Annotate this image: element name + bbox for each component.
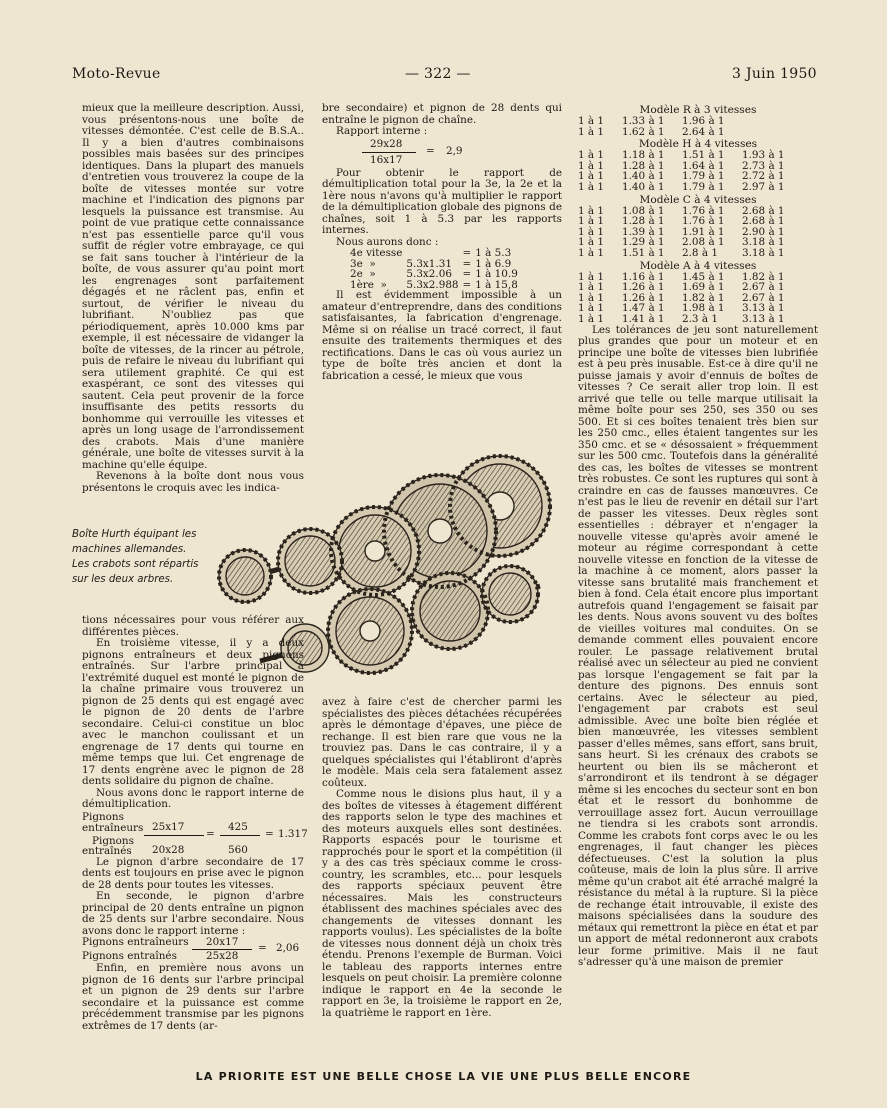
ratio-cell: 1.40 à 1: [622, 180, 665, 193]
table-row: [578, 314, 802, 325]
ratio-cell: 1 à 1: [578, 204, 605, 217]
fraction-denominator: 560: [228, 843, 248, 856]
gear-label: 4e vitesse: [350, 247, 403, 259]
ratio-cell: 2.67 à 1: [742, 291, 785, 304]
burman-ratio-tables: [578, 104, 818, 325]
table-row: 3e » 5.3x1.31 = 1 à 6.9: [350, 259, 522, 270]
ratio-cell: 1.39 à 1: [622, 225, 665, 238]
fraction-denominator: 20x28: [152, 843, 185, 856]
ratio-cell: 1 à 1: [578, 281, 605, 294]
ratio-cell: 1 à 1: [578, 180, 605, 193]
ratio-cell: 1 à 1: [578, 125, 605, 138]
paragraph: Rapport interne :: [336, 125, 428, 137]
result-value: 1.317: [278, 827, 308, 840]
ratio-cell: 2.68 à 1: [742, 215, 785, 228]
paragraph: Revenons à la boîte dont nous vous présentons le croquis avec les indica-: [82, 470, 304, 494]
gear-label-text: 1ère: [350, 278, 374, 291]
ratio-cell: 2.90 à 1: [742, 225, 785, 238]
ratio-cell: 3.18 à 1: [742, 236, 785, 249]
ratio-cell: 1 à 1: [578, 312, 605, 325]
ratio-cell: [742, 127, 802, 138]
ratio-value: 1 à 10.9: [475, 268, 518, 281]
model-title: Modèle R à 3 vitesses: [639, 104, 757, 116]
gear-label: 1ère »: [350, 278, 387, 291]
ratio-cell: 2.3 à 1: [682, 312, 718, 325]
magazine-title: Moto-Revue: [72, 66, 161, 82]
table-row: 1ère » 5.3x2.988 = 1 à 15,8: [350, 280, 522, 291]
ratio-cell: 1.69 à 1: [682, 281, 725, 294]
ratio-value: 1 à 6.9: [475, 257, 512, 270]
ratio-cell: 1.40 à 1: [622, 170, 665, 183]
ratio-cell: 1.82 à 1: [682, 291, 725, 304]
fraction-numerator: 425: [228, 820, 248, 833]
paragraph: avez à faire c'est de chercher parmi les spécialistes des pièces détachées récupérées après le démontage d'épaves, une pièce de rechange. Il est bien rare que vous ne la trouviez pas. Dans le cas contraire, il y a quelques spécialistes qui l'établiront d'après le modèle. Mais cela sera fatalement assez coûteux.: [322, 696, 562, 789]
paragraph: Pour obtenir le rapport de démultiplication total pour la 3e, la 2e et la 1ère nous n'avons qu'à multiplier le rapport de la démultiplication globale des pignons de chaînes, soit 1 à 5.3 par les rapports internes.: [322, 166, 562, 236]
ratio-cell: 2.73 à 1: [742, 159, 785, 172]
ratio-cell: 2.64 à 1: [682, 125, 725, 138]
table-row: 2e » 5.3x2.06 = 1 à 10.9: [350, 269, 522, 280]
fraction-denominator: 25x28: [206, 950, 239, 962]
ratio-cell: 3.13 à 1: [742, 302, 785, 315]
table-row: [578, 182, 802, 193]
ratio-cell: 1.33 à 1: [622, 115, 665, 127]
model-title: Modèle H à 4 vitesses: [638, 138, 758, 151]
ratio-cell: 1.18 à 1: [622, 149, 665, 162]
model-ratio-table: [578, 206, 802, 259]
table-row: 4e vitesse = 1 à 5.3: [350, 248, 522, 259]
ratio-cell: 1 à 1: [578, 302, 605, 315]
ratio-cell: 1 à 1: [578, 225, 605, 238]
ratio-cell: 1 à 1: [578, 170, 605, 183]
ratio-cell: 1.26 à 1: [622, 281, 665, 294]
paragraph: Il est évidemment impossible à un amateur d'entreprendre, dans des conditions satisfaisantes, la fabrication d'engrenage. Même si on réalise un tracé correct, il faut ensuite des traitements thermiques et des rectifications. Dans le cas où vous auriez un type de boîte très ancien et dont la fabrication a cessé, le mieux que vous: [322, 289, 562, 382]
ratio-value: 1 à 15,8: [475, 278, 518, 291]
ratio-cell: 1 à 1: [578, 115, 605, 127]
fraction-bar: [362, 152, 416, 153]
calc: [406, 248, 462, 259]
paragraph: tions nécessaires pour vous référer aux différentes pièces.: [82, 614, 304, 638]
figure-caption: Boîte Hurth équipant les machines allemandes. Les crabots sont répartis sur les deux arbres.: [72, 529, 199, 585]
total-ratio-table: [350, 248, 522, 290]
fraction-bar: [144, 835, 204, 836]
ratio-cell: 1.51 à 1: [622, 246, 665, 259]
label-entraines: entraînés: [82, 844, 132, 857]
gear-label: 3e »: [350, 257, 376, 270]
table-row: [578, 127, 802, 138]
equals-sign: =: [265, 827, 274, 840]
ratio-cell: 1.64 à 1: [682, 159, 725, 172]
ratio-cell: 1.47 à 1: [622, 302, 665, 315]
ratio-equation-third: [82, 810, 308, 857]
ratio-cell: 1.76 à 1: [682, 215, 725, 228]
fraction-bar: [220, 835, 260, 836]
ratio-cell: 1 à 1: [578, 270, 605, 283]
ratio-cell: 1 à 1: [578, 159, 605, 172]
label-pignons: Pignons: [92, 834, 134, 847]
label-pignons: Pignons: [82, 810, 124, 823]
paragraph: Le pignon d'arbre secondaire de 17 dents est toujours en prise avec le pignon de 28 dents pour toutes les vitesses.: [82, 855, 304, 891]
ratio-cell: 2.68 à 1: [742, 204, 785, 217]
equals-sign: =: [258, 942, 267, 954]
ratio-cell: 2.67 à 1: [742, 281, 785, 294]
ratio-cell: 1.16 à 1: [622, 270, 665, 283]
result-value: 2,9: [446, 144, 463, 157]
ratio-cell: 1.29 à 1: [622, 236, 665, 249]
model-title: Modèle C à 4 vitesses: [639, 193, 757, 206]
ratio-cell: 1.28 à 1: [622, 159, 665, 172]
issue-date: 3 Juin 1950: [732, 66, 817, 82]
ratio-cell: 1.45 à 1: [682, 270, 725, 283]
model-ratio-table: [578, 116, 802, 137]
table-row: [578, 116, 802, 127]
ratio-cell: 1.62 à 1: [622, 125, 665, 138]
ratio-cell: 2.97 à 1: [742, 180, 785, 193]
ratio-cell: [742, 116, 802, 127]
ratio-cell: 1 à 1: [578, 236, 605, 249]
fraction-numerator: 29x28: [370, 137, 403, 150]
ratio-cell: 1 à 1: [578, 149, 605, 162]
ratio-cell: 1.51 à 1: [682, 149, 725, 162]
ratio-cell: 2.08 à 1: [682, 236, 725, 249]
gear-label: 2e »: [350, 268, 376, 281]
ratio-cell: 1.08 à 1: [622, 204, 665, 217]
ratio-cell: 1.96 à 1: [682, 115, 725, 127]
paragraph: bre secondaire) et pignon de 28 dents qui entraîne le pignon de chaîne.: [322, 102, 562, 126]
calc: 5.3x2.988: [406, 278, 459, 291]
model-ratio-table: [578, 150, 802, 192]
paragraph: En seconde, le pignon d'arbre principal de 20 dents entraîne un pignon de 25 dents sur l'arbre secondaire. Nous avons donc le rapport interne :: [82, 890, 304, 937]
ratio-cell: 2.72 à 1: [742, 170, 785, 183]
gear-label-text: 2e: [350, 268, 363, 281]
ratio-cell: 1.26 à 1: [622, 291, 665, 304]
ratio-cell: 1 à 1: [578, 215, 605, 228]
model-title: Modèle A à 4 vitesses: [639, 259, 757, 272]
equals-sign: =: [206, 827, 215, 840]
ratio-cell: 1.82 à 1: [742, 270, 785, 283]
ratio-cell: 1.98 à 1: [682, 302, 725, 315]
ratio-cell: 1.79 à 1: [682, 180, 725, 193]
calc: 5.3x2.06: [406, 268, 452, 281]
paragraph: mieux que la meilleure description. Aussi, vous présentons-nous une boîte de vitesses démontée. C'est celle de B.S.A.. Il y a bien d'autres combinaisons possibles mais basées sur des principes identiques. Dans la plupart des manuels d'entretien vous trouverez la coupe de la boîte de vitesses montée sur votre machine et l'indication des pignons par lesquels la puissance est transmise. Au point de vue pratique cette connaissance n'est pas essentielle parce qu'il vous suffit de régler votre embrayage, ce qui se fait sans toucher à l'intérieur de la boîte, de vous assurer qu'au point mort les engrenages sont parfaitement dégagés et ne râclent pas, enfin et surtout, de vérifier le niveau du lubrifiant. N'oubliez pas que périodiquement, après 10.000 kms par exemple, il est nécessaire de vidanger la boîte de vitesses, de la rincer au pétrole, puis de refaire le niveau du lubrifiant qui sera utilement graphité. Ce qui est exaspérant, ce sont des vitesses qui sautent. Cela peut provenir de la force insuffisante des petits ressorts du bonhomme qui verrouille les vitesses et après un long usage de l'arrondissement des crabots. Mais d'une manière générale, une boîte de vitesses survit à la machine qu'elle équipe.: [82, 102, 304, 471]
ratio-cell: 1 à 1: [578, 291, 605, 304]
fraction-numerator: 25x17: [152, 820, 185, 833]
ratio-cell: 1.79 à 1: [682, 170, 725, 183]
footer-slogan: LA PRIORITE EST UNE BELLE CHOSE LA VIE UNE PLUS BELLE ENCORE: [195, 1070, 692, 1083]
paragraph: En troisième vitesse, il y a deux pignons entraîneurs et deux pignons entraînés. Sur l'arbre principal à l'extrémité duquel est monté le pignon de la chaîne primaire vous trouverez un pignon de 25 dents qui est engagé avec le pignon de 20 dents de l'arbre secondaire. Celui-ci constitue un bloc avec le manchon coulissant et un engrenage de 17 dents qui tourne en même temps que lui. Cet engrenage de 17 dents engrène avec le pignon de 28 dents solidaire du pignon de chaîne.: [82, 637, 304, 787]
column-2-bottom: [322, 697, 562, 1019]
ratio-cell: 1.91 à 1: [682, 225, 725, 238]
equals-sign: =: [426, 144, 435, 157]
page-number: — 322 —: [405, 66, 471, 82]
paragraph: Les tolérances de jeu sont naturellement plus grandes que pour un moteur et en principe une boîte de vitesses bien lubrifiée est à peu près inusable. Est-ce à dire qu'il ne puisse jamais y avoir d'ennuis de boîtes de vitesses ? Ce serait aller trop loin. Il est arrivé que telle ou telle marque utilisait la même boîte pour ses 250, ses 350 ou ses 500. Et si ces boîtes tenaient très bien sur les 250 cmc., elles étaient tangentes sur les 350 cmc. et se « désossaient » fréquemment sur les 500 cmc. Toutefois dans la généralité des cas, les boîtes de vitesses se montrent très robustes. Ce sont les ruptures qui sont à craindre en cas de fausses manœuvres. Ce n'est pas le lieu de revenir en détail sur l'art de passer les vitesses. Deux règles sont essentielles : débrayer et n'engager la nouvelle vitesse qu'après avoir amené le moteur au régime correspondant à cette nouvelle vitesse en fonction de la vitesse de la machine à ce moment, alors passer la vitesse sans brutalité mais franchement et bien à fond. Cela était encore plus important autrefois quand l'engagement se faisait par les dents. Nous avons souvent vu des boîtes de vieilles voitures mal conduites. On se demande comment elles pouvaient encore rouler. Le passage relativement brutal réalisé avec un sélecteur au pied ne convient pas lorsque l'engagement se fait par la denture des pignons. Des ennuis sont certains. Avec le sélecteur au pied, l'engagement par crabots est seul admissible. Avec une boîte bien réglée et bien manœuvrée, les vitesses semblent passer d'elles mêmes, sans effort, sans bruit, sans heurt. Si les crénaux des crabots se heurtent ou bien ils se mâcheront et s'arrondiront et ils tendront à se dégager même si les encoches du secteur sont en bon état et le ressort du bonhomme de verrouillage assez fort. Aucun verrouillage ne tiendra si les crabots sont arrondis. Comme les crabots font corps avec le ou les engrenages, il faut changer les pièces défectueuses. C'est la solution la plus coûteuse, mais de loin la plus sûre. Il arrive même qu'un crabot ait été arraché malgré la résistance du métal à la rupture. Si la pièce de rechange était introuvable, il existe des maisons spécialisées dans la soudure des métaux qui remettront la pièce en état et par un apport de métal redonneront aux crabots leur forme primitive. Mais il ne faut s'adresser qu'à une maison de premier: [578, 323, 818, 968]
fraction-numerator: 20x17: [206, 936, 239, 948]
calc: 5.3x1.31: [406, 257, 452, 270]
ratio-value: 1 à 5.3: [475, 247, 512, 259]
ratio-cell: 2.8 à 1: [682, 246, 718, 259]
column-2-top: [322, 103, 562, 382]
fraction-denominator: 16x17: [370, 153, 403, 166]
column-1-bottom: [82, 614, 308, 1032]
ratio-cell: 1.41 à 1: [622, 312, 665, 325]
column-3: [578, 103, 818, 969]
model-ratio-table: [578, 272, 802, 325]
gear-label-text: 3e: [350, 257, 363, 270]
ratio-cell: 1.93 à 1: [742, 149, 785, 162]
label-entraines: Pignons entraînés: [82, 950, 177, 962]
paragraph: Comme nous le disions plus haut, il y a des boîtes de vitesses à étagement différent des rapports selon le type des machines et des moteurs auxquels elles sont destinées. Rapports espacés pour le tourisme et rapprochés pour le sport et la compétition (il y a des cas très spéciaux comme le cross-country, les scrambles, etc... pour lesquels des rapports spéciaux peuvent être nécessaires. Mais les constructeurs établissent des machines spéciales avec des changements de vitesses donnant les rapports voulus). Les spécialistes de la boîte de vitesses nous donnent déjà un choix très étendu. Prenons l'exemple de Burman. Voici le tableau des rapports internes entre lesquels on peut choisir. La première colonne indique le rapport en 4e la seconde le rapport en 3e, la troisième le rapport en 2e, la quatrième le rapport en 1ère.: [322, 788, 562, 1019]
table-row: [578, 248, 802, 259]
ratio-equation-first: [322, 138, 562, 168]
ratio-cell: 1 à 1: [578, 246, 605, 259]
paragraph: Nous avons donc le rapport interne de démultiplication.: [82, 786, 304, 810]
ratio-cell: 3.13 à 1: [742, 312, 785, 325]
ratio-cell: 1.28 à 1: [622, 215, 665, 228]
ratio-cell: 3.18 à 1: [742, 246, 785, 259]
result-value: 2,06: [276, 942, 300, 954]
paragraph: Enfin, en première nous avons un pignon de 16 dents sur l'arbre principal et un pignon de 29 dents sur l'arbre secondaire et la puissance est comme précédemment transmise par les pignons extrêmes de 17 dents (ar-: [82, 962, 304, 1032]
ratio-cell: 1.76 à 1: [682, 204, 725, 217]
ratio-equation-second: [82, 937, 304, 963]
label-entraineurs: entraîneurs: [82, 821, 144, 834]
label-entraineurs: Pignons entraîneurs: [82, 936, 189, 948]
paragraph: Nous aurons donc :: [336, 235, 439, 248]
